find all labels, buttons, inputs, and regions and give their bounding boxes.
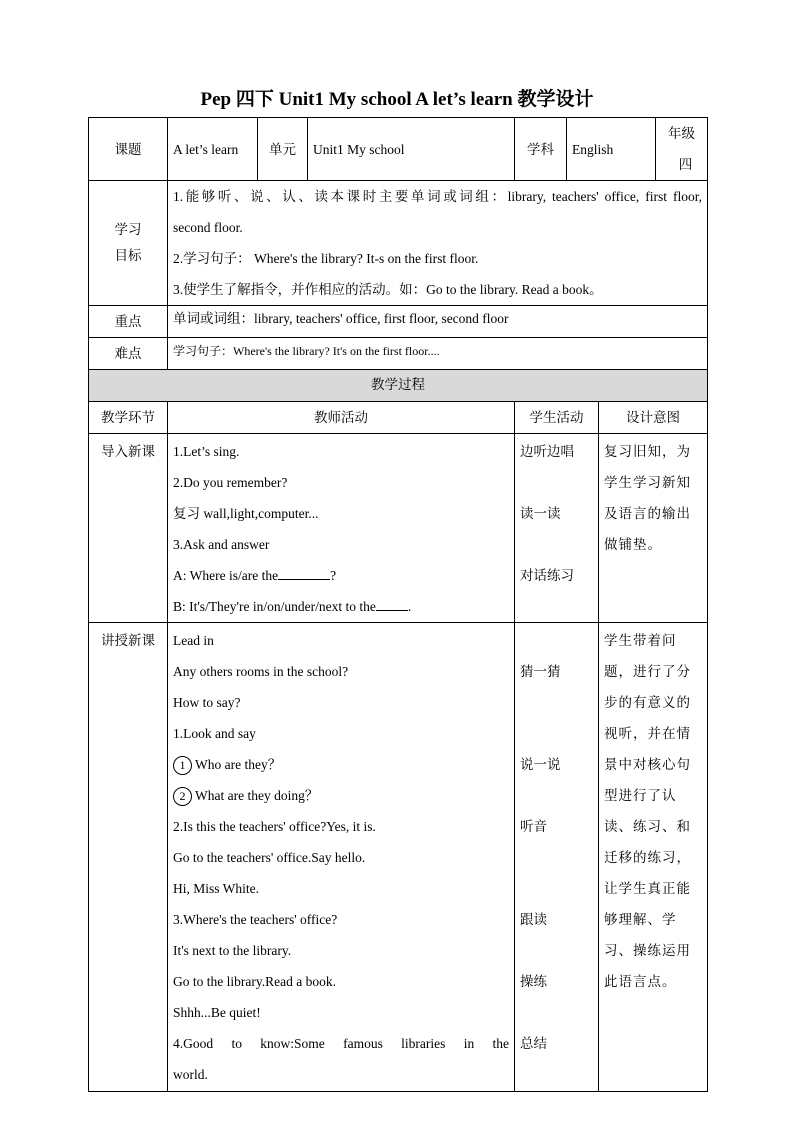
spacer — [520, 997, 593, 1028]
unit-label: 单元 — [258, 118, 308, 181]
spacer — [520, 842, 593, 873]
section1-stage: 导入新课 — [89, 434, 168, 623]
s2-teacher-line-8: Go to the teachers' office.Say hello. — [173, 850, 366, 865]
s1-teacher-line-6 — [173, 591, 509, 622]
s2-student-1: 猜一猜 — [520, 664, 561, 679]
goal-line-3: 2.学习句子： Where's the library? It-s on the first floor. — [173, 251, 479, 266]
key-content: 单词或词组：library, teachers' office, first floor, second floor — [168, 306, 708, 338]
s2-teacher-line-14: 4.Good to know:Some famous libraries in the — [173, 1036, 510, 1051]
spacer — [520, 687, 593, 718]
process-header-row — [89, 370, 708, 402]
s1-teacher-line-3: 复习 wall,light,computer... — [173, 506, 319, 521]
section1-student — [515, 434, 599, 623]
col-intent: 设计意图 — [599, 402, 708, 434]
goals-row — [89, 181, 708, 306]
spacer — [520, 935, 593, 966]
s1-teacher-line-4: 3.Ask and answer — [173, 537, 270, 552]
spacer — [520, 625, 593, 656]
subject-value: English — [567, 118, 656, 181]
s2-teacher-line-13: Shhh...Be quiet! — [173, 1005, 261, 1020]
section2-stage: 讲授新课 — [89, 623, 168, 1092]
goal-line-4: 3.使学生了解指令，并作相应的活动。如：Go to the library. Read a book。 — [173, 282, 603, 297]
lesson-plan-table — [88, 117, 708, 1092]
s1-answer-b: B: It's/They're in/on/under/next to the — [173, 599, 376, 614]
s2-teacher-line-2: Any others rooms in the school? — [173, 664, 349, 679]
subject-label: 学科 — [515, 118, 567, 181]
goals-label-a: 学习 — [114, 222, 142, 237]
grade-label-text: 年级 — [668, 126, 696, 141]
info-row — [89, 118, 708, 181]
section2-teacher — [168, 623, 515, 1092]
circled-number-1: 1 — [173, 756, 192, 775]
s1-student-3: 对话练习 — [520, 568, 575, 583]
s2-teacher-line-4: 1.Look and say — [173, 726, 256, 741]
spacer — [520, 780, 593, 811]
col-stage: 教学环节 — [89, 402, 168, 434]
s2-teacher-line-9: Hi, Miss White. — [173, 881, 260, 896]
grade-value: 四 — [678, 157, 693, 172]
s1-answer-b-end: . — [407, 599, 412, 614]
section1-teacher — [168, 434, 515, 623]
section2-row — [89, 623, 708, 1092]
s2-teacher-line-11: It's next to the library. — [173, 943, 292, 958]
s1-question-a-end: ? — [330, 568, 337, 583]
s2-teacher-line-5 — [173, 749, 509, 780]
grade-label — [656, 118, 708, 181]
s2-teacher-line-10: 3.Where's the teachers' office? — [173, 912, 338, 927]
column-header-row — [89, 402, 708, 434]
col-student: 学生活动 — [515, 402, 599, 434]
s2-student-3: 听音 — [520, 819, 548, 834]
blank-line — [376, 596, 408, 611]
difficulty-row — [89, 338, 708, 370]
goal-line-2: second floor. — [173, 220, 243, 235]
circled-number-2: 2 — [173, 787, 192, 806]
goals-label-b: 目标 — [114, 248, 142, 263]
process-header: 教学过程 — [89, 370, 708, 402]
s2-teacher-line-1: Lead in — [173, 633, 214, 648]
s1-teacher-line-1: 1.Let’s sing. — [173, 444, 240, 459]
s1-teacher-line-2: 2.Do you remember? — [173, 475, 288, 490]
section1-row — [89, 434, 708, 623]
blank-line — [278, 565, 330, 580]
difficulty-content: 学习句子：Where's the library? It's on the first floor.... — [168, 338, 708, 370]
s2-teacher-line-6 — [173, 780, 509, 811]
s1-question-a: A: Where is/are the — [173, 568, 279, 583]
goal-line-1: 1.能够听、说、认、读本课时主要单词或词组：library, teachers' office, first floor, — [173, 189, 703, 204]
spacer — [520, 529, 593, 560]
spacer — [520, 873, 593, 904]
goals-content — [168, 181, 708, 306]
topic-label: 课题 — [89, 118, 168, 181]
spacer — [520, 467, 593, 498]
s2-teacher-line-3: How to say? — [173, 695, 241, 710]
s2-who: Who are they？ — [195, 757, 282, 772]
s2-student-4: 跟读 — [520, 912, 548, 927]
section1-intent: 复习旧知，为学生学习新知及语言的输出做铺垫。 — [599, 434, 708, 623]
s1-student-2: 读一读 — [520, 506, 561, 521]
page-title: Pep 四下 Unit1 My school A let’s learn 教学设计 — [200, 89, 594, 110]
section2-intent: 学生带着问题，进行了分步的有意义的视听，并在情景中对核心句型进行了认读、练习、和迁移的练习，让学生真正能够理解、学习、操练运用此语言点。 — [599, 623, 708, 1092]
s2-teacher-line-12: Go to the library.Read a book. — [173, 974, 336, 989]
s2-teacher-line-7: 2.Is this the teachers' office?Yes, it is. — [173, 819, 376, 834]
s1-teacher-line-5 — [173, 560, 509, 591]
s2-student-6: 总结 — [520, 1036, 548, 1051]
key-label: 重点 — [89, 306, 168, 338]
s2-what: What are they doing？ — [195, 788, 319, 803]
s1-student-1: 边听边唱 — [520, 444, 575, 459]
s2-teacher-line-15: world. — [173, 1067, 208, 1082]
spacer — [520, 718, 593, 749]
unit-value: Unit1 My school — [308, 118, 515, 181]
col-teacher: 教师活动 — [168, 402, 515, 434]
difficulty-label: 难点 — [89, 338, 168, 370]
s2-student-5: 操练 — [520, 974, 548, 989]
section2-student — [515, 623, 599, 1092]
topic-value: A let’s learn — [168, 118, 258, 181]
s2-student-2: 说一说 — [520, 757, 561, 772]
goals-label — [89, 181, 168, 306]
key-row — [89, 306, 708, 338]
